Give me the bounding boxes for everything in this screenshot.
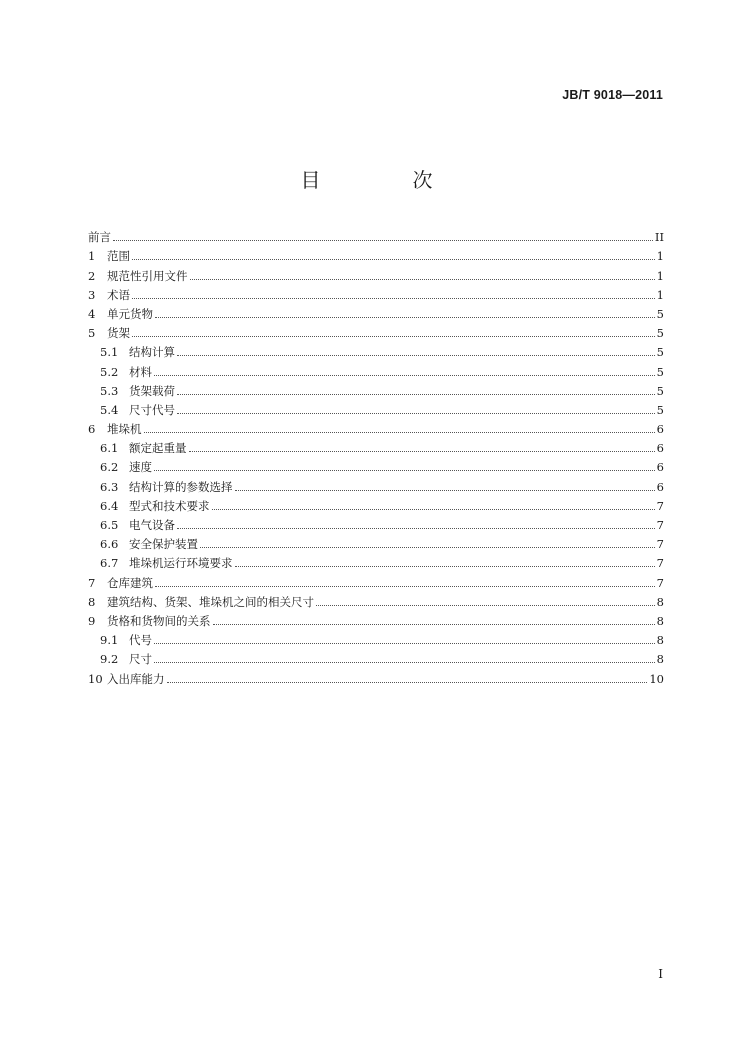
toc-entry-label: 前言: [88, 230, 111, 245]
toc-entry[interactable]: [88, 283, 664, 302]
toc-entry-number: 6.3: [100, 479, 119, 494]
toc-entry-label: 规范性引用文件: [107, 268, 188, 283]
table-of-contents: [88, 225, 664, 686]
toc-leader-dots: [167, 681, 648, 683]
toc-leader-dots: [155, 585, 655, 587]
toc-leader-dots: [177, 527, 655, 529]
toc-entry-page: 7: [656, 537, 664, 552]
toc-entry-number: 5.4: [100, 402, 119, 417]
toc-entry[interactable]: [88, 609, 664, 628]
toc-entry-page: 8: [656, 652, 664, 667]
toc-entry[interactable]: [88, 570, 664, 589]
toc-entry-label: 代号: [129, 633, 152, 648]
toc-entry[interactable]: [88, 628, 664, 647]
toc-entry-number: 9: [88, 613, 96, 628]
toc-entry[interactable]: [88, 263, 664, 282]
toc-leader-dots: [154, 642, 655, 644]
toc-entry-page: 1: [656, 249, 664, 264]
toc-entry-page: 7: [656, 518, 664, 532]
toc-entry-label: 单元货物: [107, 306, 153, 321]
toc-entry-number: 6: [88, 422, 96, 437]
toc-entry[interactable]: [88, 513, 664, 532]
toc-leader-dots: [190, 278, 655, 280]
toc-entry-label: 货架载荷: [129, 383, 175, 398]
toc-entry-page: 10: [649, 671, 664, 686]
toc-entry-number: 9.1: [100, 633, 119, 648]
toc-entry-page: 8: [656, 594, 664, 609]
toc-entry-label: 入出库能力: [107, 671, 165, 686]
toc-entry-page: 5: [656, 364, 664, 379]
toc-entry-label: 额定起重量: [129, 441, 187, 456]
toc-entry-page: 5: [656, 326, 664, 341]
toc-entry-page: 6: [656, 479, 664, 494]
toc-entry-label: 结构计算: [129, 345, 175, 360]
toc-entry-page: II: [654, 230, 664, 245]
toc-entry-number: 4: [88, 306, 96, 321]
toc-entry-page: 5: [656, 402, 664, 417]
toc-entry-page: 7: [656, 575, 664, 590]
toc-entry-number: 6.5: [100, 518, 119, 532]
toc-entry-label: 安全保护装置: [129, 537, 198, 552]
toc-entry[interactable]: [88, 225, 664, 244]
toc-entry-number: 5.2: [100, 364, 119, 379]
toc-entry-label: 堆垛机: [107, 422, 142, 437]
toc-leader-dots: [200, 546, 655, 548]
toc-leader-dots: [316, 604, 655, 606]
toc-leader-dots: [213, 623, 655, 625]
toc-entry-label: 货格和货物间的关系: [107, 613, 211, 628]
toc-entry[interactable]: [88, 436, 664, 455]
toc-entry[interactable]: [88, 666, 664, 685]
toc-entry[interactable]: [88, 302, 664, 321]
toc-entry-number: 9.2: [100, 652, 119, 667]
toc-leader-dots: [154, 661, 655, 663]
toc-entry-label: 材料: [129, 364, 152, 379]
toc-entry-label: 术语: [107, 287, 130, 302]
toc-entry[interactable]: [88, 321, 664, 340]
toc-entry-number: 8: [88, 594, 96, 609]
toc-entry-label: 堆垛机运行环境要求: [129, 556, 233, 571]
toc-entry[interactable]: [88, 359, 664, 378]
toc-leader-dots: [177, 354, 655, 356]
toc-entry[interactable]: [88, 340, 664, 359]
toc-leader-dots: [132, 297, 655, 299]
toc-entry[interactable]: [88, 417, 664, 436]
toc-entry-page: 8: [656, 613, 664, 628]
toc-entry-number: 2: [88, 268, 96, 283]
toc-leader-dots: [132, 258, 655, 260]
toc-leader-dots: [212, 508, 655, 510]
toc-entry[interactable]: [88, 647, 664, 666]
toc-entry-page: 7: [656, 556, 664, 571]
toc-leader-dots: [235, 565, 655, 567]
toc-title: 目 次: [300, 168, 469, 192]
toc-entry-number: 5: [88, 326, 96, 341]
toc-entry[interactable]: [88, 474, 664, 493]
toc-entry-label: 型式和技术要求: [129, 498, 210, 513]
toc-entry-label: 结构计算的参数选择: [129, 479, 233, 494]
toc-entry-page: 7: [656, 498, 664, 513]
toc-entry-number: 7: [88, 575, 96, 590]
toc-entry-page: 6: [656, 441, 664, 456]
toc-entry[interactable]: [88, 398, 664, 417]
toc-entry-page: 6: [656, 422, 664, 437]
toc-entry[interactable]: [88, 379, 664, 398]
toc-entry-number: 10: [88, 671, 103, 686]
toc-leader-dots: [155, 316, 655, 318]
toc-entry-label: 仓库建筑: [107, 575, 153, 590]
toc-entry-label: 范围: [107, 249, 130, 264]
toc-entry-label: 尺寸: [129, 652, 152, 667]
toc-entry-label: 建筑结构、货架、堆垛机之间的相关尺寸: [107, 594, 314, 609]
toc-leader-dots: [189, 450, 655, 452]
toc-entry-page: 1: [656, 268, 664, 283]
toc-entry-number: 6.7: [100, 556, 119, 571]
toc-entry-number: 6.4: [100, 498, 119, 513]
toc-entry[interactable]: [88, 455, 664, 474]
toc-entry-number: 1: [88, 249, 96, 264]
toc-entry-number: 3: [88, 287, 96, 302]
toc-entry[interactable]: [88, 494, 664, 513]
toc-entry[interactable]: [88, 551, 664, 570]
toc-entry-number: 6.1: [100, 441, 119, 456]
toc-leader-dots: [154, 469, 655, 471]
toc-entry-number: 5.3: [100, 383, 119, 398]
document-code: JB/T 9018—2011: [562, 88, 663, 102]
toc-leader-dots: [144, 431, 655, 433]
toc-entry-page: 5: [656, 383, 664, 398]
toc-entry-label: 电气设备: [129, 518, 175, 532]
toc-entry-label: 尺寸代号: [129, 402, 175, 417]
toc-entry-number: 6.2: [100, 460, 119, 475]
toc-leader-dots: [113, 239, 653, 241]
toc-entry[interactable]: [88, 532, 664, 551]
toc-entry-label: 速度: [129, 460, 152, 475]
toc-entry-page: 1: [656, 287, 664, 302]
toc-leader-dots: [154, 374, 655, 376]
toc-entry-page: 6: [656, 460, 664, 475]
toc-entry[interactable]: [88, 244, 664, 263]
toc-entry[interactable]: [88, 590, 664, 609]
toc-leader-dots: [177, 412, 655, 414]
toc-entry-page: 5: [656, 345, 664, 360]
toc-leader-dots: [132, 335, 655, 337]
toc-entry-number: 6.6: [100, 537, 119, 552]
toc-entry-label: 货架: [107, 326, 130, 341]
page-number: I: [658, 967, 663, 981]
toc-entry-page: 5: [656, 306, 664, 321]
toc-leader-dots: [235, 489, 655, 491]
toc-entry-number: 5.1: [100, 345, 119, 360]
toc-leader-dots: [177, 393, 655, 395]
toc-entry-page: 8: [656, 633, 664, 648]
